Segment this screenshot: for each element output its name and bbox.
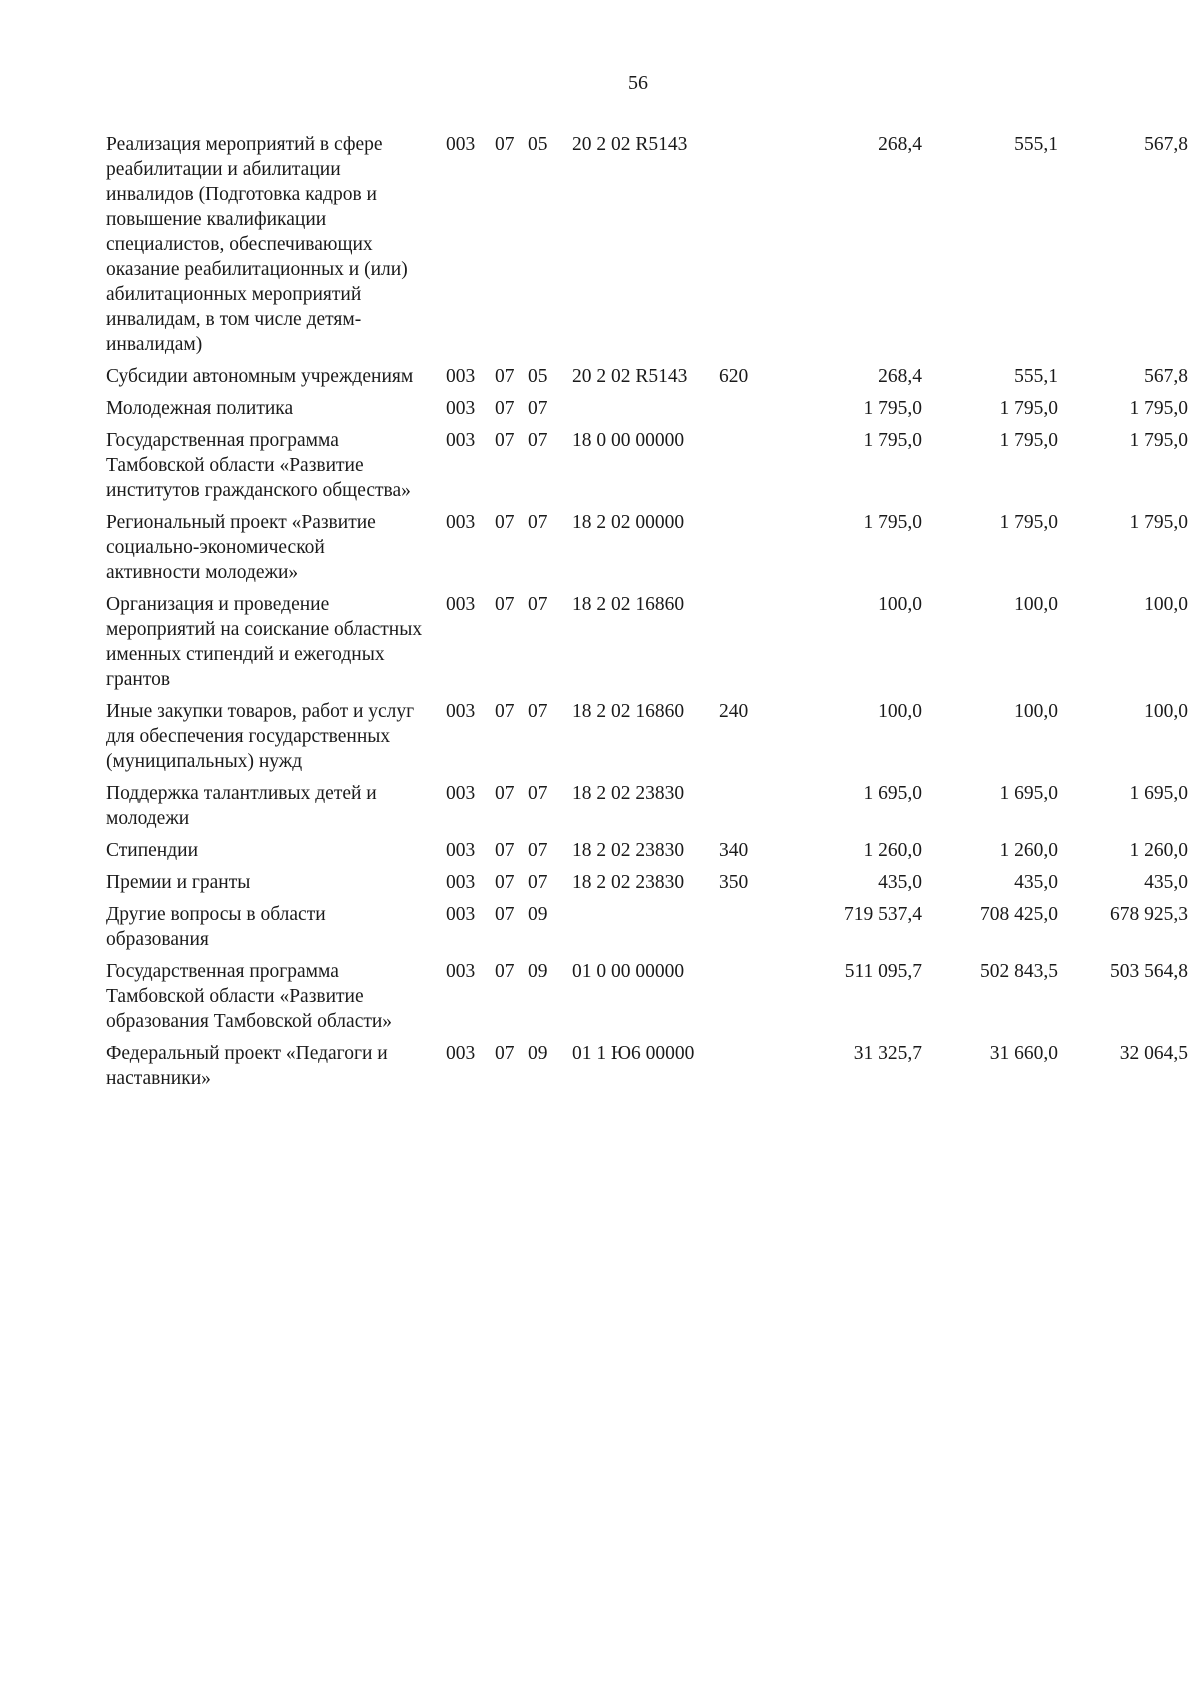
row-name: Поддержка талантливых детей и молодежи [106, 783, 377, 829]
row-pr: 07 [528, 783, 548, 804]
row-pr: 07 [528, 840, 548, 861]
row-name: Государственная программа Тамбовской области «Развитие институтов гражданского общества» [106, 430, 411, 501]
row-year2: 1 260,0 [999, 840, 1058, 861]
row-year1: 1 795,0 [863, 512, 922, 533]
row-ved: 003 [446, 840, 476, 861]
row-rz: 07 [495, 872, 515, 893]
row-ved: 003 [446, 134, 476, 155]
row-year1: 511 095,7 [844, 961, 922, 982]
row-year1: 31 325,7 [853, 1043, 922, 1064]
row-year3: 435,0 [1144, 872, 1188, 893]
row-pr: 09 [528, 1043, 548, 1064]
row-pr: 07 [528, 398, 548, 419]
row-csr: 20 2 02 R5143 [572, 134, 688, 155]
row-vr: 620 [719, 366, 749, 387]
row-ved: 003 [446, 398, 476, 419]
row-year1: 719 537,4 [844, 904, 922, 925]
row-pr: 05 [528, 366, 548, 387]
row-csr: 18 2 02 23830 [572, 840, 685, 861]
row-pr: 09 [528, 904, 548, 925]
row-ved: 003 [446, 961, 476, 982]
row-pr: 09 [528, 961, 548, 982]
row-ved: 003 [446, 783, 476, 804]
row-name: Реализация мероприятий в сфере реабилитации и абилитации инвалидов (Подготовка кадров и повышение квалификации специалистов, обеспечивающих оказание реабилитационных и (или) абилитационных мероприятий инвалидам, в том числе детям-инвалидам) [106, 134, 408, 355]
row-rz: 07 [495, 594, 515, 615]
row-name: Федеральный проект «Педагоги и наставники» [106, 1043, 388, 1089]
row-year3: 1 260,0 [1129, 840, 1188, 861]
row-ved: 003 [446, 872, 476, 893]
row-year2: 555,1 [1014, 366, 1058, 387]
table-row [106, 428, 1188, 503]
row-name: Другие вопросы в области образования [106, 904, 326, 950]
row-year3: 1 795,0 [1129, 430, 1188, 451]
budget-table [106, 132, 1188, 1098]
row-rz: 07 [495, 904, 515, 925]
row-year3: 567,8 [1144, 134, 1188, 155]
row-name: Стипендии [106, 840, 199, 861]
row-pr: 07 [528, 701, 548, 722]
row-rz: 07 [495, 398, 515, 419]
row-year2: 1 795,0 [999, 430, 1058, 451]
row-year1: 100,0 [878, 701, 922, 722]
row-name: Иные закупки товаров, работ и услуг для обеспечения государственных (муниципальных) нужд [106, 701, 415, 772]
row-name: Субсидии автономным учреждениям [106, 366, 414, 387]
row-year2: 435,0 [1014, 872, 1058, 893]
row-rz: 07 [495, 840, 515, 861]
row-ved: 003 [446, 430, 476, 451]
table-row [106, 364, 1188, 389]
row-ved: 003 [446, 594, 476, 615]
row-ved: 003 [446, 512, 476, 533]
table-row [106, 592, 1188, 692]
row-csr: 18 2 02 23830 [572, 783, 685, 804]
row-rz: 07 [495, 961, 515, 982]
row-ved: 003 [446, 904, 476, 925]
row-year3: 1 695,0 [1129, 783, 1188, 804]
row-name: Региональный проект «Развитие социально-экономической активности молодежи» [106, 512, 376, 583]
row-year2: 502 843,5 [980, 961, 1058, 982]
row-csr: 18 2 02 16860 [572, 594, 685, 615]
row-pr: 07 [528, 430, 548, 451]
row-year1: 1 260,0 [863, 840, 922, 861]
table-row [106, 510, 1188, 585]
row-year3: 32 064,5 [1119, 1043, 1188, 1064]
row-pr: 07 [528, 594, 548, 615]
table-row [106, 396, 1188, 421]
row-year1: 268,4 [878, 134, 922, 155]
row-name: Организация и проведение мероприятий на соискание областных именных стипендий и ежегодных грантов [106, 594, 423, 690]
row-ved: 003 [446, 701, 476, 722]
row-rz: 07 [495, 1043, 515, 1064]
row-vr: 350 [719, 872, 749, 893]
row-csr: 01 0 00 00000 [572, 961, 685, 982]
row-vr: 340 [719, 840, 749, 861]
table-row [106, 699, 1188, 774]
row-year1: 268,4 [878, 366, 922, 387]
row-year3: 100,0 [1144, 594, 1188, 615]
row-ved: 003 [446, 366, 476, 387]
table-row [106, 1041, 1188, 1091]
row-year2: 1 695,0 [999, 783, 1058, 804]
row-year1: 1 795,0 [863, 430, 922, 451]
row-csr: 18 2 02 23830 [572, 872, 685, 893]
row-pr: 07 [528, 512, 548, 533]
row-year3: 100,0 [1144, 701, 1188, 722]
row-csr: 20 2 02 R5143 [572, 366, 688, 387]
row-csr: 18 2 02 00000 [572, 512, 685, 533]
row-year1: 100,0 [878, 594, 922, 615]
row-rz: 07 [495, 701, 515, 722]
row-csr: 18 2 02 16860 [572, 701, 685, 722]
row-year3: 1 795,0 [1129, 512, 1188, 533]
row-csr: 18 0 00 00000 [572, 430, 685, 451]
row-year2: 1 795,0 [999, 398, 1058, 419]
row-name: Премии и гранты [106, 872, 251, 893]
row-vr: 240 [719, 701, 749, 722]
row-pr: 07 [528, 872, 548, 893]
row-rz: 07 [495, 366, 515, 387]
table-row [106, 132, 1188, 357]
table-row [106, 870, 1188, 895]
row-year1: 1 795,0 [863, 398, 922, 419]
row-year2: 100,0 [1014, 701, 1058, 722]
row-name: Государственная программа Тамбовской области «Развитие образования Тамбовской области» [106, 961, 393, 1032]
row-year3: 567,8 [1144, 366, 1188, 387]
row-year2: 555,1 [1014, 134, 1058, 155]
table-row [106, 902, 1188, 952]
row-year3: 503 564,8 [1110, 961, 1188, 982]
table-row [106, 959, 1188, 1034]
row-csr: 01 1 Ю6 00000 [572, 1043, 695, 1064]
row-year2: 708 425,0 [980, 904, 1058, 925]
row-name: Молодежная политика [106, 398, 294, 419]
row-year2: 31 660,0 [989, 1043, 1058, 1064]
table-row [106, 781, 1188, 831]
row-year1: 1 695,0 [863, 783, 922, 804]
row-rz: 07 [495, 430, 515, 451]
row-rz: 07 [495, 783, 515, 804]
row-ved: 003 [446, 1043, 476, 1064]
row-year1: 435,0 [878, 872, 922, 893]
row-year3: 678 925,3 [1110, 904, 1188, 925]
row-year2: 1 795,0 [999, 512, 1058, 533]
row-rz: 07 [495, 134, 515, 155]
row-year2: 100,0 [1014, 594, 1058, 615]
page-number: 56 [628, 72, 648, 94]
table-row [106, 838, 1188, 863]
row-year3: 1 795,0 [1129, 398, 1188, 419]
row-rz: 07 [495, 512, 515, 533]
row-pr: 05 [528, 134, 548, 155]
